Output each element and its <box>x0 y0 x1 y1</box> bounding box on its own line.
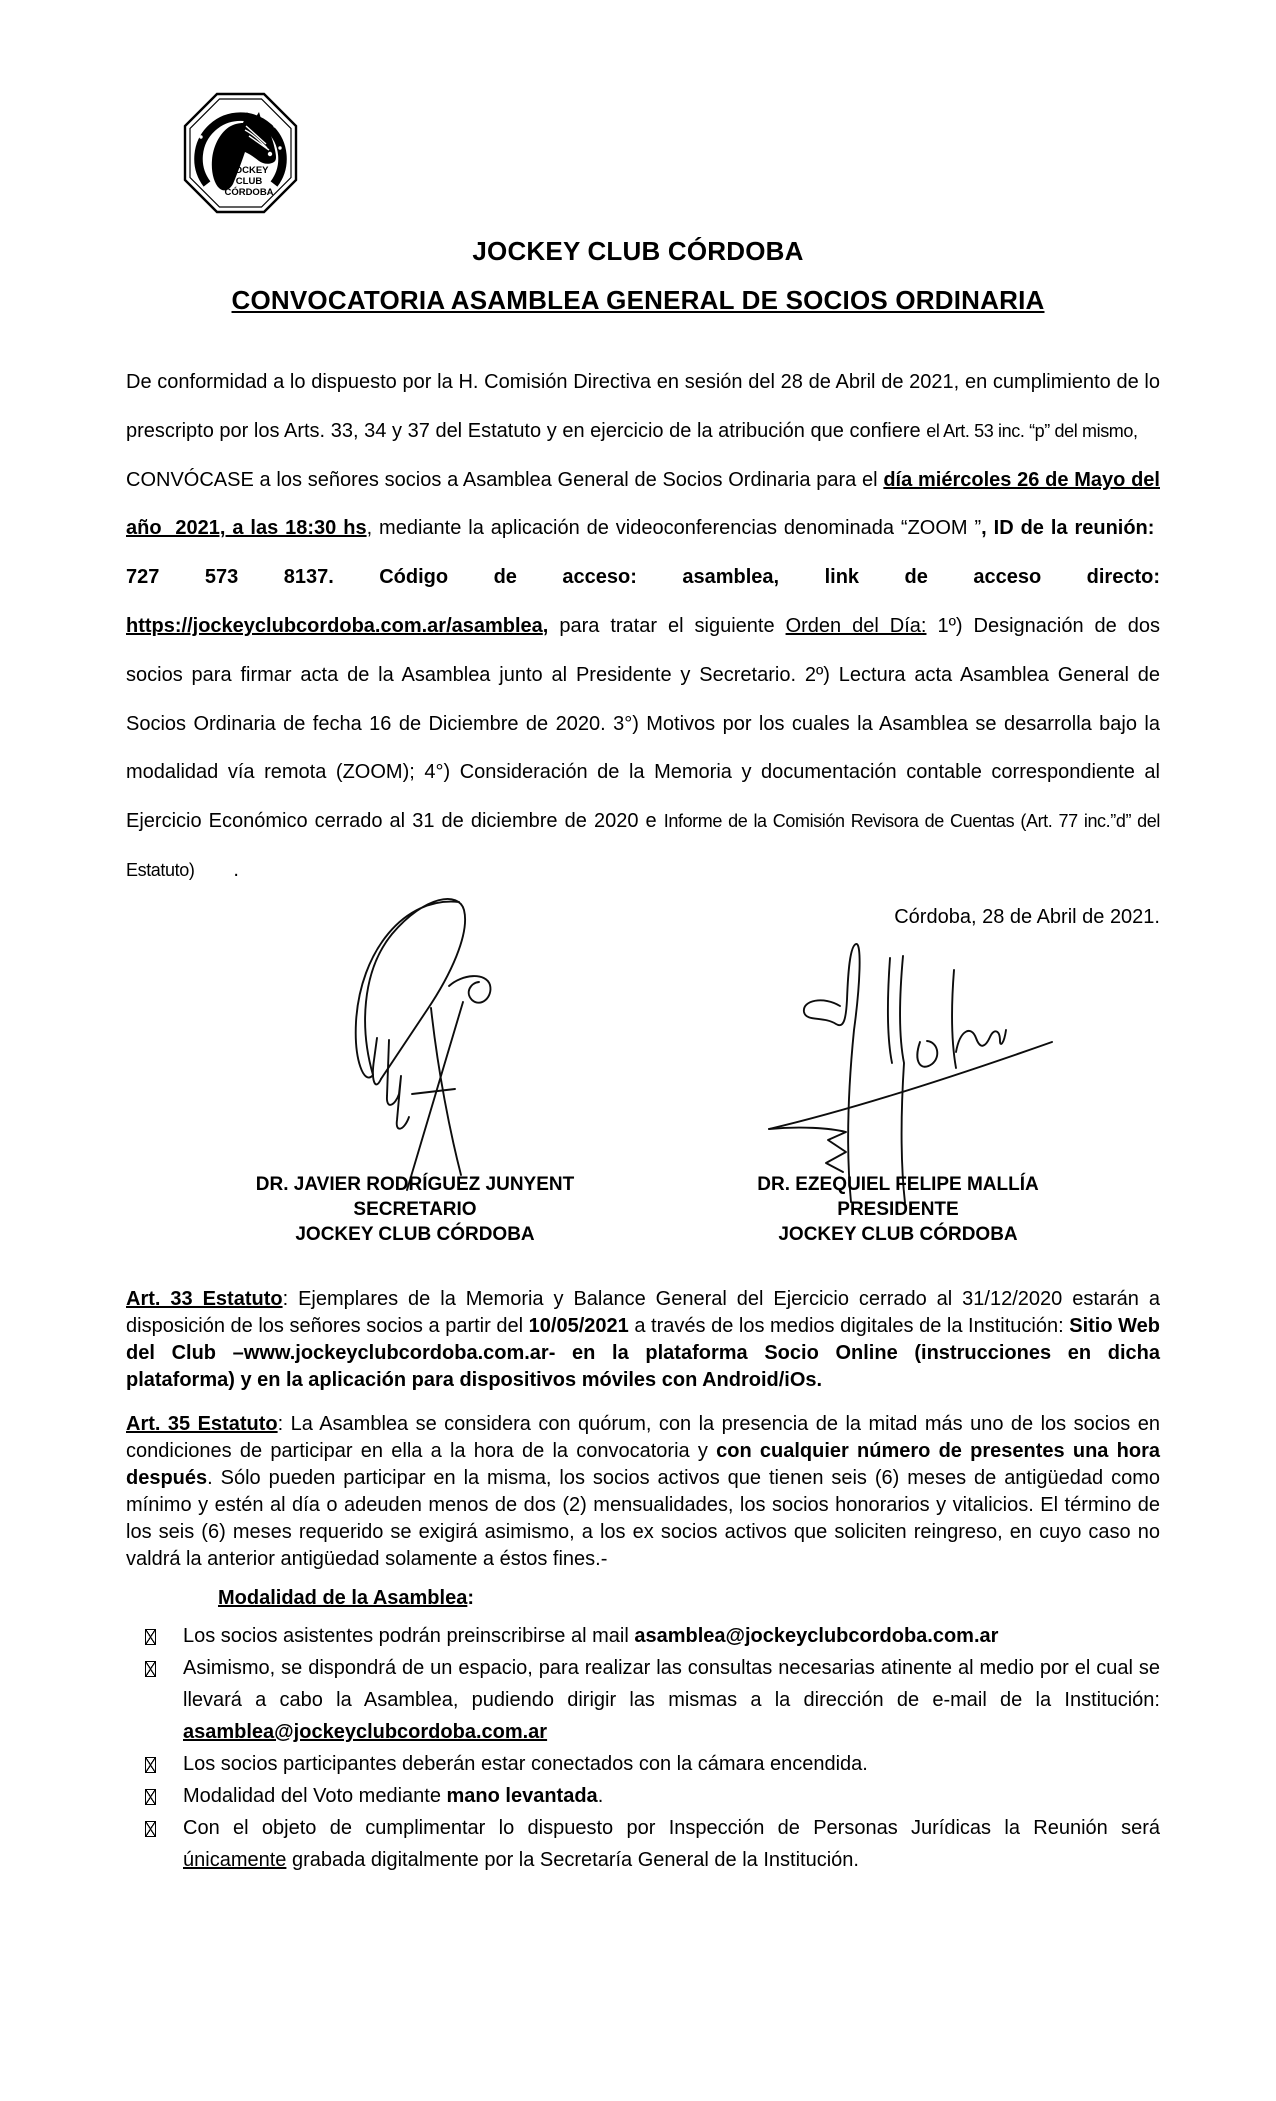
text-segment: día miércoles 26 de Mayo del año 2021, a las 18:30 hs <box>126 468 1160 540</box>
list-item-text <box>183 1753 868 1775</box>
signatory-name: DR. JAVIER RODRÍGUEZ JUNYENT <box>255 1174 575 1195</box>
text-segment: 10/05/2021 <box>528 1315 629 1337</box>
article-35-paragraph <box>126 1411 1160 1573</box>
date-line: Córdoba, 28 de Abril de 2021. <box>894 906 1160 928</box>
hyperlink[interactable]: asamblea@jockeyclubcordoba.com.ar <box>634 1625 999 1647</box>
signature-block-president <box>688 1172 1108 1247</box>
list-item-text <box>183 1625 998 1647</box>
page-title: JOCKEY CLUB CÓRDOBA <box>472 236 804 266</box>
signature-president <box>769 944 1052 1203</box>
article-33-paragraph <box>126 1286 1160 1394</box>
modalidad-list <box>126 1620 1160 1876</box>
page-subtitle: CONVOCATORIA ASAMBLEA GENERAL DE SOCIOS ORDINARIA <box>231 285 1045 315</box>
text-segment: . <box>194 858 239 881</box>
text-segment: : Ejemplares de la Memoria y Balance General del Ejercicio cerrado al 31/12/2020 estarán a disposición de los señores socios a partir del <box>126 1288 1160 1337</box>
logo-text-line3: CÓRDOBA <box>224 187 274 198</box>
signatory-role: SECRETARIO <box>353 1199 477 1220</box>
text-segment: : La Asamblea se considera con quórum, con la presencia de la mitad más uno de los socios en condiciones de participar en ella a la hora de la convocatoria y <box>126 1413 1161 1462</box>
text-segment: . <box>597 1785 604 1807</box>
signature-secretary <box>356 899 491 1190</box>
list-item-text <box>183 1817 1160 1871</box>
text-segment: Informe de la Comisión Revisora de Cuentas (Art. 77 inc.”d” del Estatuto) <box>126 811 1161 880</box>
text-segment: , mediante la aplicación de videoconferencias denominada “ZOOM ” <box>366 517 982 540</box>
text-segment: Orden del Día: <box>785 614 927 637</box>
text-segment: el Art. 53 inc. “p” del mismo, <box>926 420 1138 441</box>
text-segment: Art. 35 Estatuto <box>126 1413 278 1435</box>
list-item <box>126 1780 1160 1812</box>
text-segment: , <box>542 614 549 637</box>
club-logo <box>183 92 298 214</box>
text-segment: De conformidad a lo dispuesto por la H. Comisión Directiva en sesión del 28 de Abril de 2021, en cumplimiento de lo prescripto por los Arts. 33, 34 y 37 del Estatuto y en ejercicio de la atribución que confiere <box>126 371 1160 442</box>
list-item <box>126 1748 1160 1780</box>
club-logo-emblem <box>183 92 298 214</box>
text-segment: únicamente <box>183 1849 287 1871</box>
text-segment: Los socios participantes deberán estar conectados con la cámara encendida. <box>183 1753 868 1775</box>
text-segment: Art. 33 Estatuto <box>126 1288 283 1310</box>
text-segment: Con el objeto de cumplimentar lo dispuesto por Inspección de Personas Jurídicas la Reunión será <box>183 1817 1160 1839</box>
hyperlink[interactable]: asamblea@jockeyclubcordoba.com.ar <box>183 1721 548 1743</box>
notdef-box-icon <box>145 1821 156 1837</box>
text-segment: CONVÓCASE a los señores socios a Asamblea General de Socios Ordinaria para el <box>126 419 1160 491</box>
list-item-text <box>183 1657 1160 1743</box>
text-segment: Modalidad del Voto mediante <box>183 1785 447 1807</box>
text-segment: para tratar el siguiente <box>548 614 786 637</box>
hyperlink[interactable]: https://jockeyclubcordoba.com.ar/asamblea <box>126 614 543 637</box>
logo-text-line1: JOCKEY <box>229 165 269 176</box>
text-segment: con cualquier número de presentes una hora después <box>126 1440 1160 1489</box>
text-segment: mano levantada <box>446 1785 598 1807</box>
notdef-box-icon <box>145 1757 156 1773</box>
text-segment: 1º) Designación de dos socios para firmar acta de la Asamblea junto al Presidente y Secretario. 2º) Lectura acta Asamblea General de Socios Ordinaria de fecha 16 de Diciembre de 2020. 3°) Motivos por los cuales la Asamblea se desarrolla bajo la modalidad vía remota (ZOOM); 4°) Consideración de la Memoria y documentación contable correspondiente al Ejercicio Económico cerrado al 31 de diciembre de 2020 e <box>126 614 1161 833</box>
signature-block-secretary <box>205 1172 625 1247</box>
text-segment: Sitio Web del Club –www.jockeyclubcordoba.com.ar- en la plataforma Socio Online (instrucciones en dicha plataforma) y en la aplicación para dispositivos móviles con Android/iOs. <box>126 1315 1161 1391</box>
list-item <box>126 1620 1160 1652</box>
signatory-name: DR. EZEQUIEL FELIPE MALLÍA <box>757 1174 1039 1195</box>
list-item-text <box>183 1785 603 1807</box>
text-segment: Asimismo, se dispondrá de un espacio, para realizar las consultas necesarias atinente al medio por el cual se llevará a cabo la Asamblea, pudiendo dirigir las mismas a la dirección de e-mail de la Institución: <box>183 1657 1160 1711</box>
text-segment: . Sólo pueden participar en la misma, los socios activos que tienen seis (6) meses de antigüedad como mínimo y estén al día o adeuden menos de dos (2) mensualidades, los socios honorarios y vitalicios. El término de los seis (6) meses requerido se exigirá asimismo, a los ex socios activos que soliciten reingreso, en cuyo caso no valdrá la anterior antigüedad solamente a éstos fines.- <box>126 1467 1160 1570</box>
text-segment: Los socios asistentes podrán preinscribirse al mail <box>183 1625 635 1647</box>
text-segment: a través de los medios digitales de la Institución: <box>628 1315 1070 1337</box>
list-item <box>126 1652 1160 1748</box>
signatory-role: PRESIDENTE <box>837 1199 959 1220</box>
list-item <box>126 1812 1160 1876</box>
notdef-box-icon <box>145 1789 156 1805</box>
modalidad-heading <box>218 1585 1118 1611</box>
text-segment: : <box>467 1587 474 1609</box>
text-segment: Modalidad de la Asamblea <box>218 1587 468 1609</box>
text-segment: link de acceso directo: <box>824 566 1160 589</box>
logo-text-line2: CLUB <box>235 176 263 187</box>
text-segment: , ID de la reunión: 727 573 8137. Código de acceso: asamblea, <box>126 517 1160 589</box>
text-segment: grabada digitalmente por la Secretaría General de la Institución. <box>286 1849 859 1871</box>
notdef-box-icon <box>145 1629 156 1645</box>
convocatoria-paragraph <box>126 358 1160 895</box>
notdef-box-icon <box>145 1661 156 1677</box>
signatory-org: JOCKEY CLUB CÓRDOBA <box>778 1224 1018 1245</box>
signatory-org: JOCKEY CLUB CÓRDOBA <box>295 1224 535 1245</box>
